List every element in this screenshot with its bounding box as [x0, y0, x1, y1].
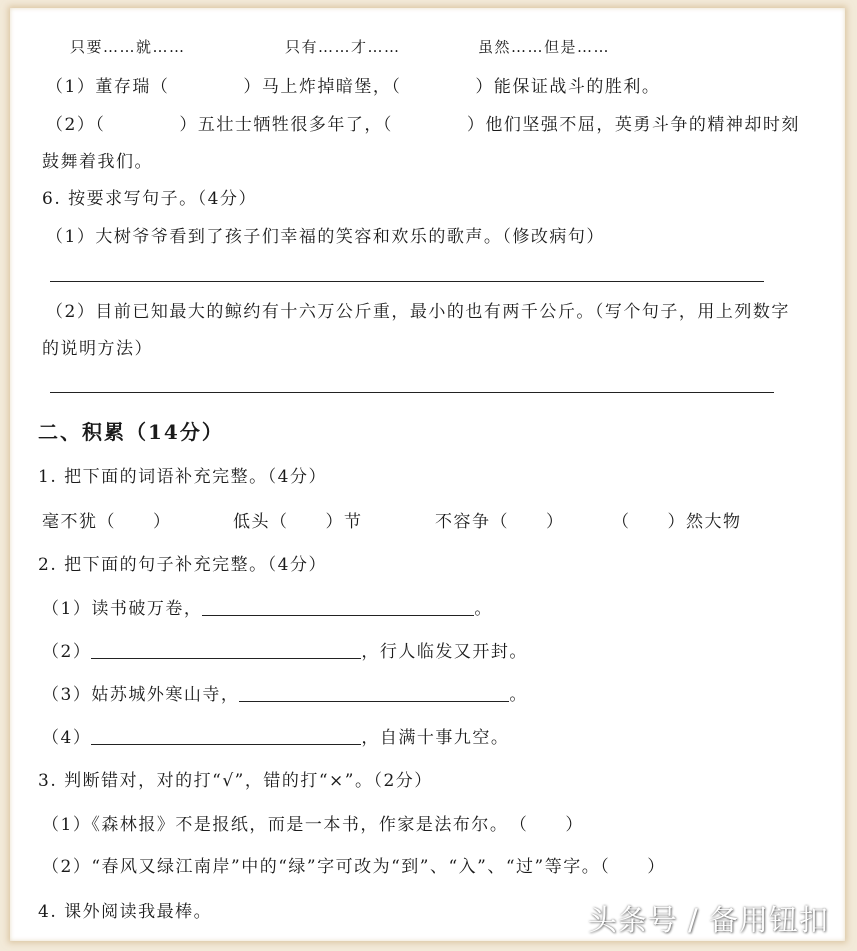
watermark: 头条号 / 备用钮扣 [587, 903, 829, 937]
q5-item-2-line-2: 鼓舞着我们。 [42, 152, 153, 172]
poem-blank-4[interactable] [91, 728, 361, 745]
word-fill-1: 毫不犹（ ） [42, 512, 172, 532]
q3-title: 3. 判断错对，对的打“√”，错的打“×”。（2分） [38, 771, 433, 791]
q2-title: 2. 把下面的句子补充完整。（4分） [38, 555, 327, 575]
q6-item-2-line-1: （2）目前已知最大的鲸约有十六万公斤重，最小的也有两千公斤。（写个句子，用上列数字 [46, 302, 790, 322]
q5-item-1: （1）董存瑞（ ）马上炸掉暗堡，（ ）能保证战斗的胜利。 [46, 77, 661, 97]
poem-line-2 [42, 637, 528, 662]
poem-line-4 [42, 723, 509, 748]
answer-line-1[interactable] [50, 281, 764, 282]
word-fill-2: 低头（ ）节 [233, 512, 363, 532]
q4-title: 4. 课外阅读我最棒。 [38, 902, 213, 922]
poem-blank-3[interactable] [239, 685, 509, 702]
poem-line-3-prefix: （3）姑苏城外寒山寺， [42, 685, 240, 705]
word-fill-4: （ ）然大物 [612, 512, 742, 532]
poem-line-3 [42, 680, 528, 705]
q5-item-2-line-1: （2）（ ）五壮士牺牲很多年了，（ ）他们坚强不屈，英勇斗争的精神却时刻 [46, 115, 800, 135]
poem-line-1-suffix: 。 [474, 599, 493, 619]
poem-line-3-suffix: 。 [509, 685, 528, 705]
poem-line-1-prefix: （1）读书破万卷， [42, 599, 203, 619]
poem-line-4-suffix: ，自满十事九空。 [361, 728, 510, 748]
poem-line-4-prefix: （4） [42, 728, 92, 748]
section-title: 二、积累（14分） [38, 420, 224, 444]
judge-item-1: （1）《森林报》不是报纸，而是一本书，作家是法布尔。 （ ） [42, 815, 584, 835]
q6-item-1: （1）大树爷爷看到了孩子们幸福的笑容和欢乐的歌声。（修改病句） [46, 227, 605, 247]
q6-item-2-line-2: 的说明方法） [42, 339, 153, 359]
word-fill-3: 不容争（ ） [435, 512, 565, 532]
answer-line-2[interactable] [50, 392, 774, 393]
poem-line-2-suffix: ，行人临发又开封。 [361, 642, 528, 662]
poem-blank-1[interactable] [202, 599, 474, 616]
poem-line-1 [42, 594, 493, 619]
conjunction-option-3: 虽然……但是…… [478, 38, 611, 56]
q1-title: 1. 把下面的词语补充完整。（4分） [38, 467, 327, 487]
judge-item-2: （2）“春风又绿江南岸”中的“绿”字可改为“到”、“入”、“过”等字。（ ） [42, 857, 666, 877]
poem-line-2-prefix: （2） [42, 642, 92, 662]
conjunction-option-1: 只要……就…… [70, 38, 186, 56]
q6-title: 6. 按要求写句子。（4分） [42, 189, 257, 209]
conjunction-option-2: 只有……才…… [285, 38, 401, 56]
poem-blank-2[interactable] [91, 642, 361, 659]
